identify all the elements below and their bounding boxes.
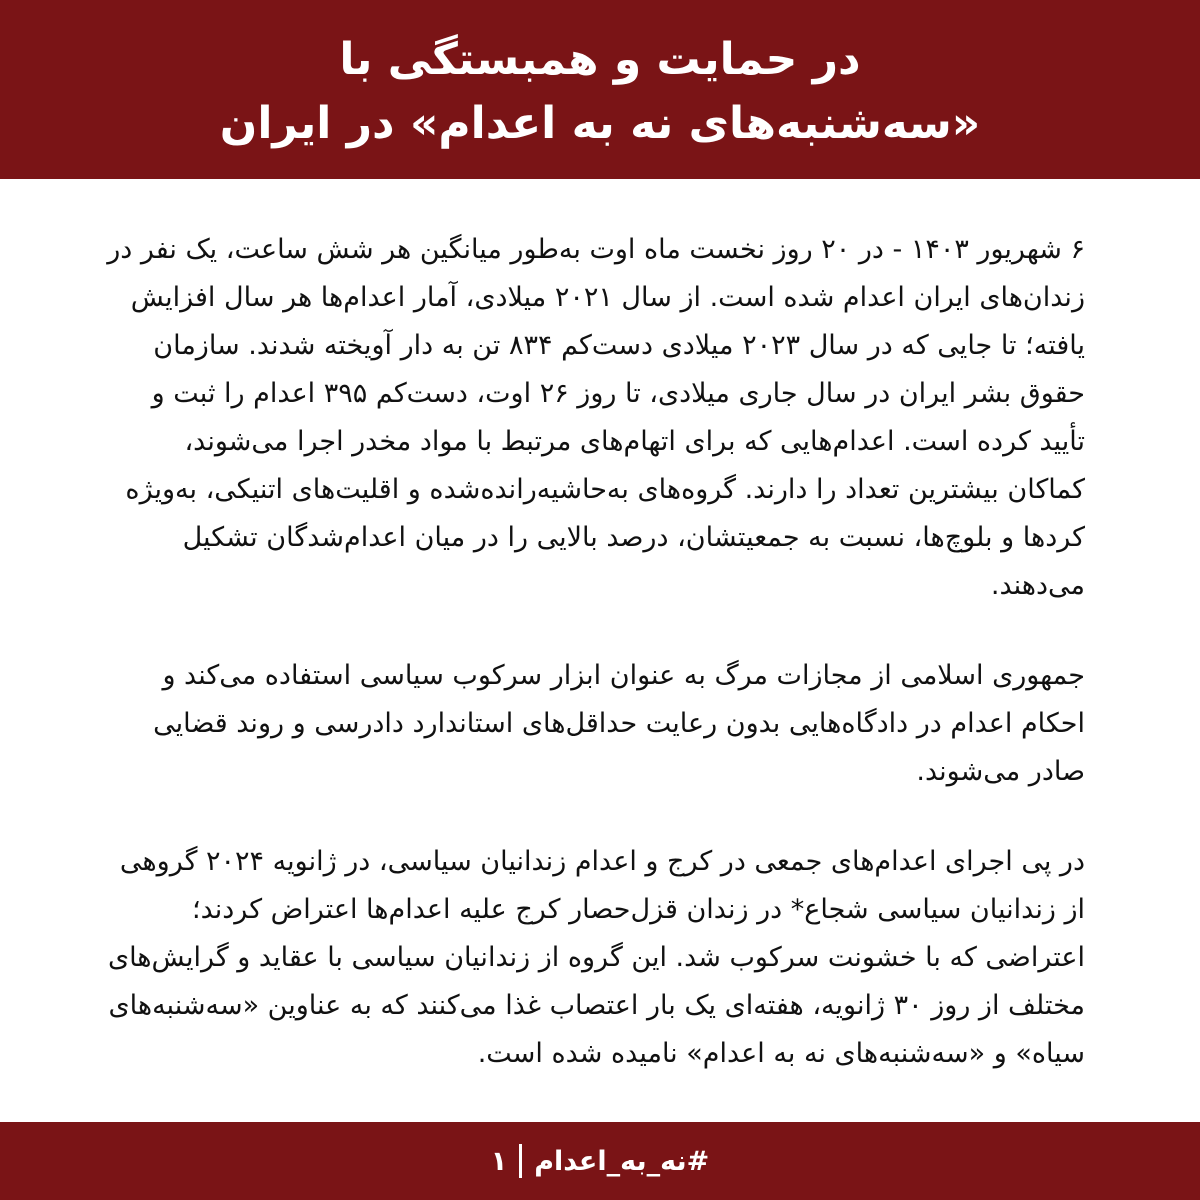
paragraph-2: جمهوری اسلامی از مجازات مرگ به عنوان ابزار سرکوب سیاسی استفاده می‌کند و احکام اعدام در دادگاه‌هایی بدون رعایت حداقل‌های استاندارد دادرسی و روند قضایی صادر می‌شوند. bbox=[153, 660, 1085, 787]
footer-hashtag: #نه_به_اعدام bbox=[534, 1145, 710, 1177]
page-number: ۱ bbox=[490, 1145, 508, 1177]
header-banner bbox=[0, 0, 1200, 179]
title-line-2: «سه‌شنبه‌های نه به اعدام» در ایران bbox=[219, 97, 981, 149]
paragraph-3: در پی اجرای اعدام‌های جمعی در کرج و اعدام زندانیان سیاسی، در ژانویه ۲۰۲۴ گروهی از زندانیان سیاسی شجاع* در زندان قزل‌حصار کرج علیه اعدام‌ها اعتراض کردند؛ اعتراضی که با خشونت سرکوب شد. این گروه از زندانیان سیاسی با عقاید و گرایش‌های مختلف از روز ۳۰ ژانویه، هفته‌ای یک بار اعتصاب غذا می‌کنند که به عناوین «سه‌شنبه‌های سیاه» و «سه‌شنبه‌های نه به اعدام» نامیده شده است. bbox=[107, 846, 1085, 1069]
footer-separator bbox=[519, 1144, 522, 1178]
footer-bar bbox=[0, 1122, 1200, 1200]
title-line-1: در حمایت و همبستگی با bbox=[339, 33, 861, 85]
paragraph-1: ۶ شهریور ۱۴۰۳ - در ۲۰ روز نخست ماه اوت به‌طور میانگین هر شش ساعت، یک نفر در زندان‌های ایران اعدام شده است. از سال ۲۰۲۱ میلادی، آمار اعدام‌ها هر سال افزایش یافته؛ تا جایی که در سال ۲۰۲۳ میلادی دست‌کم ۸۳۴ تن به دار آویخته شدند. سازمان حقوق بشر ایران در سال جاری میلادی، تا روز ۲۶ اوت، دست‌کم ۳۹۵ اعدام را ثبت و تأیید کرده است. اعدام‌هایی که برای اتهام‌های مرتبط با مواد مخدر اجرا می‌شوند، کماکان بیشترین تعداد را دارند. گروه‌های به‌حاشیه‌رانده‌شده و اقلیت‌های اتنیکی، به‌ویژه کردها و بلوچ‌ها، نسبت به جمعیتشان، درصد بالایی را در میان اعدام‌شدگان تشکیل می‌دهند. bbox=[107, 234, 1085, 601]
article-body bbox=[105, 226, 1085, 1120]
